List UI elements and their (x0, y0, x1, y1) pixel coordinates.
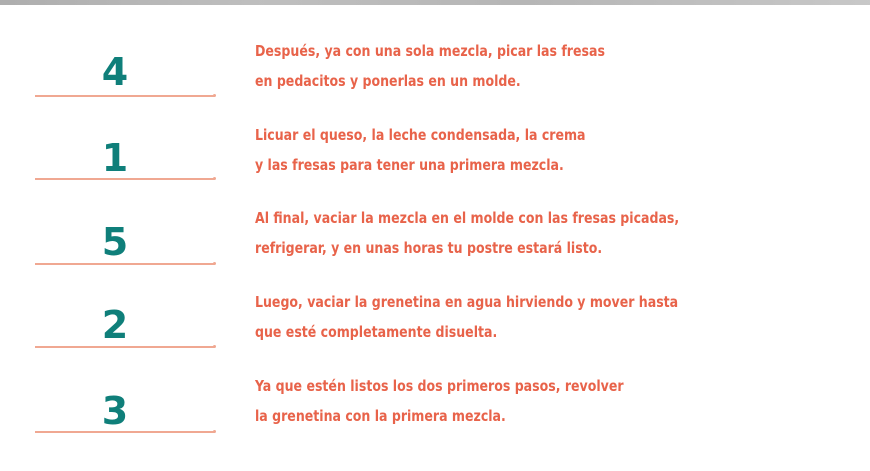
step-line-1: Licuar el queso, la leche condensada, la crema (255, 126, 586, 144)
step-line-2: refrigerar, y en unas horas tu postre estará listo. (255, 239, 603, 257)
answer-handwritten: 3 (101, 389, 129, 433)
blank-end-dot (213, 94, 216, 97)
blank-end-dot (213, 345, 216, 348)
answer-blank-line[interactable] (35, 431, 215, 433)
step-line-1: Ya que estén listos los dos primeros pasos, revolver (255, 377, 624, 395)
blank-end-dot (213, 177, 216, 180)
step-description (255, 36, 605, 96)
step-row (0, 287, 870, 367)
answer-handwritten: 1 (101, 136, 129, 180)
step-line-2: que esté completamente disuelta. (255, 323, 498, 341)
cropped-header-strip (0, 0, 870, 5)
answer-blank-line[interactable] (35, 346, 215, 348)
step-line-1: Después, ya con una sola mezcla, picar las fresas (255, 42, 605, 60)
step-description (255, 287, 678, 347)
answer-handwritten: 4 (101, 50, 129, 94)
step-description (255, 203, 679, 263)
answer-blank-line[interactable] (35, 95, 215, 97)
step-line-1: Al final, vaciar la mezcla en el molde con las fresas picadas, (255, 209, 680, 227)
step-row (0, 371, 870, 451)
answer-handwritten: 5 (101, 220, 129, 264)
step-row (0, 203, 870, 283)
answer-blank-line[interactable] (35, 178, 215, 180)
step-line-1: Luego, vaciar la grenetina en agua hirviendo y mover hasta (255, 293, 679, 311)
step-row (0, 120, 870, 200)
blank-end-dot (213, 262, 216, 265)
blank-end-dot (213, 430, 216, 433)
step-row (0, 36, 870, 116)
step-line-2: en pedacitos y ponerlas en un molde. (255, 72, 521, 90)
step-line-2: la grenetina con la primera mezcla. (255, 407, 506, 425)
answer-blank-line[interactable] (35, 263, 215, 265)
step-description (255, 120, 586, 180)
step-description (255, 371, 624, 431)
step-line-2: y las fresas para tener una primera mezcla. (255, 156, 564, 174)
answer-handwritten: 2 (101, 303, 129, 347)
